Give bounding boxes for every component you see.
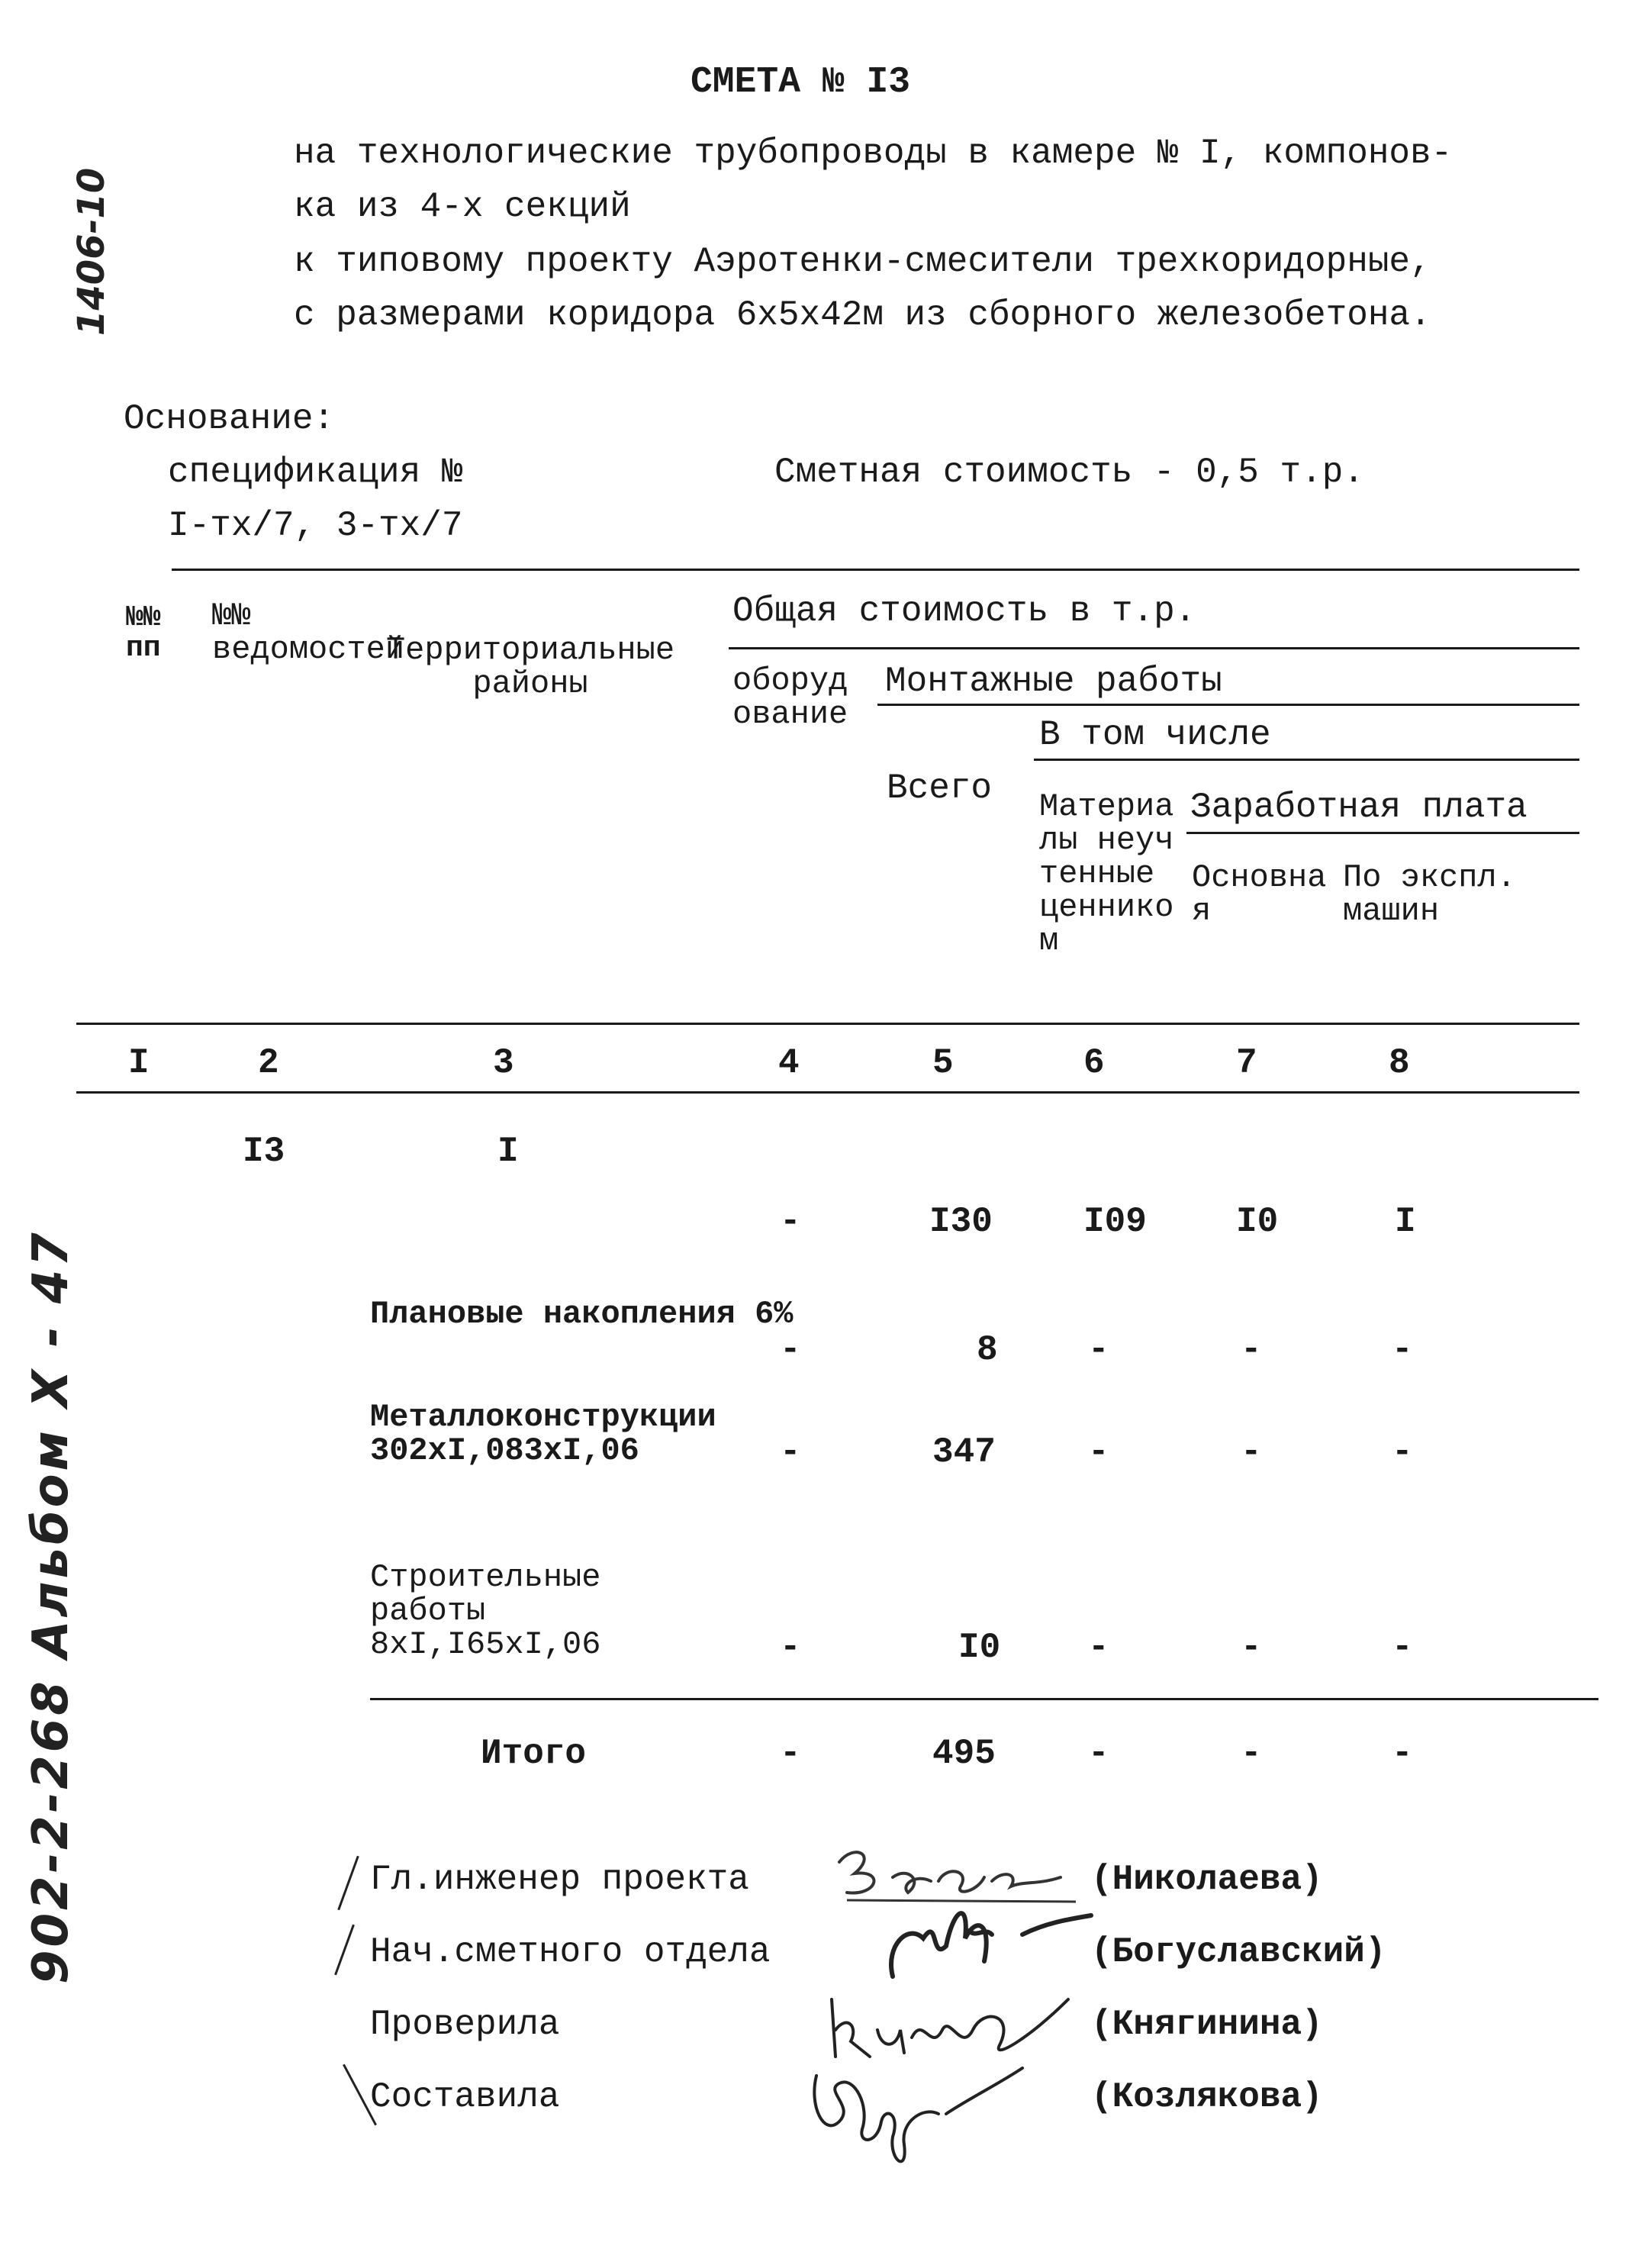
header-line-2: к типовому проекту Аэротенки-смесители трехкоридорные, — [294, 242, 1431, 282]
handwritten-signature-3 — [816, 1984, 1091, 2068]
col-number-2: 2 — [258, 1043, 279, 1083]
cell-equipment: - — [780, 1432, 801, 1472]
header-total-cost: Общая стоимость в т.р. — [732, 591, 1196, 631]
row-planned-savings-name: Плановые накопления 6% — [370, 1296, 794, 1332]
header-equipment: оборудование — [732, 662, 848, 733]
total-basic: - — [1241, 1734, 1262, 1773]
total-equipment: - — [780, 1734, 801, 1773]
rule-above-col-numbers — [76, 1023, 1579, 1025]
bracket-stroke-top — [337, 1856, 359, 1911]
rule-under-including — [1034, 759, 1579, 761]
rule-under-total-cost — [729, 647, 1579, 649]
cell-total: 8 — [977, 1330, 998, 1370]
row-metal-structures-name: Металлоконструкции 302хI,083хI,06 — [370, 1399, 716, 1470]
cell-machines: I — [1395, 1202, 1416, 1242]
header-line-1-cont: ка из 4-х секций — [294, 187, 631, 227]
total-label: Итого — [481, 1734, 587, 1773]
col-number-7: 7 — [1236, 1043, 1257, 1083]
rule-under-wages — [1186, 832, 1579, 834]
header-col2: №№ ведомостей — [212, 598, 405, 668]
margin-note-top: 1406-10 — [70, 167, 113, 336]
signature-name-1: (Николаева) — [1091, 1860, 1323, 1899]
col-number-3: 3 — [493, 1043, 514, 1083]
row-construction-works-name: Строительные работы 8хI,I65хI,06 — [370, 1559, 601, 1664]
cell-basic: - — [1241, 1628, 1262, 1667]
cell-total: I30 — [929, 1202, 993, 1242]
handwritten-signature-2 — [877, 1893, 1099, 1992]
header-col3: Территориальные районы — [385, 632, 675, 703]
signature-role-3: Проверила — [370, 2005, 560, 2044]
header-basic: Основная — [1192, 859, 1327, 930]
handwritten-signature-4 — [794, 2060, 1038, 2183]
basis-label: Основание: — [124, 399, 335, 439]
cell-basic: - — [1241, 1330, 1262, 1370]
header-including: В том числе — [1039, 715, 1271, 755]
margin-note-bottom: 902-2-268 Альбом X - 47 — [23, 1229, 79, 1984]
rule-above-total — [370, 1698, 1598, 1700]
signature-role-2: Нач.сметного отдела — [370, 1932, 771, 1972]
cell-equipment: - — [780, 1628, 801, 1667]
cell-materials: - — [1088, 1330, 1109, 1370]
signature-name-2: (Богуславский) — [1091, 1932, 1386, 1972]
cell-materials: I09 — [1083, 1202, 1147, 1242]
col-number-8: 8 — [1389, 1043, 1410, 1083]
total-materials: - — [1088, 1734, 1109, 1773]
signature-role-1: Гл.инженер проекта — [370, 1860, 749, 1899]
header-total: Всего — [887, 768, 993, 808]
cell-total: 347 — [932, 1432, 996, 1472]
header-machines: По экспл. машин — [1343, 859, 1516, 930]
cell-equipment: - — [780, 1202, 801, 1242]
col-number-1: I — [128, 1043, 150, 1083]
estimated-cost: Сметная стоимость - 0,5 т.р. — [774, 453, 1364, 492]
cell-machines: - — [1392, 1330, 1413, 1370]
table-top-rule — [172, 569, 1579, 571]
col-number-4: 4 — [778, 1043, 800, 1083]
cell-machines: - — [1392, 1432, 1413, 1472]
header-wages: Заработная плата — [1190, 788, 1528, 827]
rule-under-installation — [877, 704, 1579, 706]
cell-machines: - — [1392, 1628, 1413, 1667]
header-line-3: с размерами коридора 6х5х42м из сборного железобетона. — [294, 295, 1431, 335]
bracket-stroke-mid — [334, 1925, 355, 1976]
signature-role-4: Составила — [370, 2077, 560, 2117]
cell-basic: - — [1241, 1432, 1262, 1472]
cell-vedomost: I3 — [243, 1132, 285, 1171]
total-machines: - — [1392, 1734, 1413, 1773]
rule-below-col-numbers — [76, 1091, 1579, 1094]
cell-total: I0 — [958, 1628, 1001, 1667]
total-sum: 495 — [932, 1734, 996, 1773]
cell-materials: - — [1088, 1432, 1109, 1472]
cell-basic: I0 — [1236, 1202, 1279, 1242]
cell-materials: - — [1088, 1628, 1109, 1667]
spec-line-2: I-тх/7, 3-тх/7 — [168, 506, 463, 546]
cell-equipment: - — [780, 1330, 801, 1370]
header-col1: №№ пп — [126, 601, 161, 665]
signature-name-3: (Княгинина) — [1091, 2005, 1323, 2044]
spec-line-1: спецификация № — [168, 453, 463, 492]
col-number-5: 5 — [932, 1043, 954, 1083]
document-title: СМЕТА № I3 — [691, 62, 911, 103]
header-line-1: на технологические трубопроводы в камере № I, компонов- — [294, 134, 1453, 173]
signature-name-4: (Козлякова) — [1091, 2077, 1323, 2117]
header-materials: Материалы неучтенные ценником — [1039, 788, 1174, 960]
header-installation: Монтажные работы — [885, 662, 1222, 701]
col-number-6: 6 — [1083, 1043, 1105, 1083]
cell-rayon: I — [497, 1132, 519, 1171]
